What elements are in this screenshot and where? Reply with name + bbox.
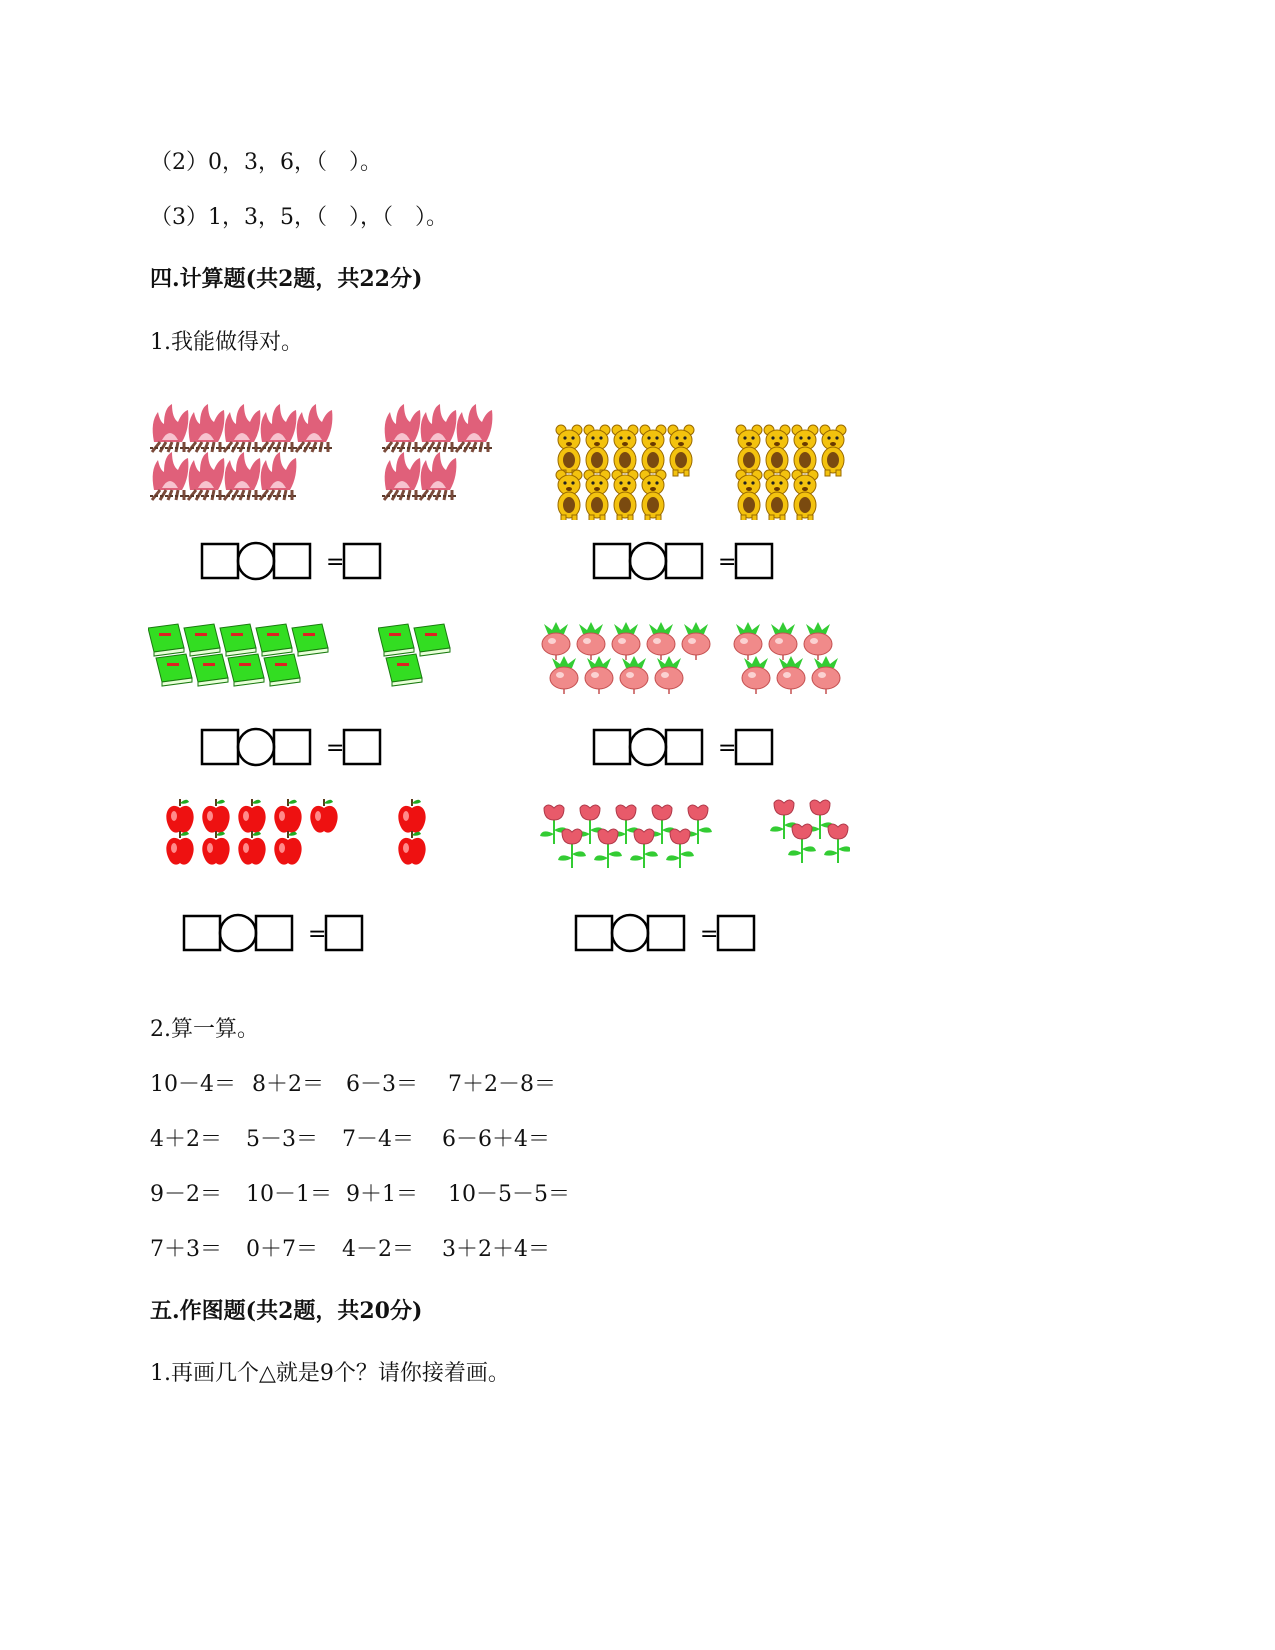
radishe-picture xyxy=(769,622,797,660)
bear-picture xyxy=(736,470,762,520)
calc-row-1 xyxy=(150,1067,750,1097)
drawing-question-prompt: 1.再画几个△就是9个？请你接着画。 xyxy=(150,1361,510,1386)
calc-item: 0＋7＝ xyxy=(246,1237,318,1262)
book-picture xyxy=(184,624,220,656)
calc-item: 8＋2＝ xyxy=(252,1072,324,1097)
radishe-picture xyxy=(812,656,840,694)
calc-item: 5－3＝ xyxy=(246,1127,318,1152)
campfire-picture xyxy=(258,404,298,452)
calc-item: 4＋2＝ xyxy=(150,1127,222,1152)
book-picture xyxy=(292,624,328,656)
answer-box[interactable] xyxy=(736,730,772,764)
number-box[interactable] xyxy=(184,916,220,950)
number-box[interactable] xyxy=(274,730,310,764)
calc-row-2 xyxy=(150,1122,750,1152)
calc-item: 7＋3＝ xyxy=(150,1237,222,1262)
radishe-picture xyxy=(804,622,832,660)
book-picture xyxy=(148,624,184,656)
flower-picture xyxy=(558,829,586,868)
radishe-picture xyxy=(655,656,683,694)
flower-picture xyxy=(788,824,816,863)
equation-blank-1[interactable] xyxy=(200,540,390,582)
campfire-picture xyxy=(418,452,458,500)
bear-picture xyxy=(640,470,666,520)
operator-circle[interactable] xyxy=(612,915,648,951)
calc-item: 6－6＋4＝ xyxy=(442,1127,550,1152)
equals-sign: = xyxy=(326,736,345,761)
number-box[interactable] xyxy=(274,544,310,578)
radishes-left-cluster xyxy=(540,620,730,705)
number-box[interactable] xyxy=(648,916,684,950)
bear-picture xyxy=(820,425,846,476)
radishe-picture xyxy=(542,622,570,660)
bear-picture xyxy=(764,470,790,520)
flowers-left-cluster xyxy=(540,800,725,875)
books-right-cluster xyxy=(378,620,468,690)
bear-picture xyxy=(584,470,610,520)
bear-picture xyxy=(612,425,638,476)
flower-picture xyxy=(594,829,622,868)
apples-left-cluster xyxy=(165,795,350,880)
question-2-prompt: 2.算一算。 xyxy=(150,1017,259,1042)
radishe-picture xyxy=(612,622,640,660)
apples-right-cluster xyxy=(397,795,442,880)
bear-picture xyxy=(736,425,762,476)
bear-picture xyxy=(792,470,818,520)
flowers-right-cluster xyxy=(770,795,850,875)
number-box[interactable] xyxy=(202,730,238,764)
bear-picture xyxy=(792,425,818,476)
campfire-picture xyxy=(150,452,190,500)
number-box[interactable] xyxy=(202,544,238,578)
sequence-item-2: （2）0，3，6，（ ）。 xyxy=(150,150,382,175)
answer-box[interactable] xyxy=(344,730,380,764)
book-picture xyxy=(156,654,192,686)
bear-picture xyxy=(764,425,790,476)
book-picture xyxy=(228,654,264,686)
answer-box[interactable] xyxy=(344,544,380,578)
campfires-right-cluster xyxy=(380,400,500,505)
number-box[interactable] xyxy=(666,730,702,764)
number-box[interactable] xyxy=(576,916,612,950)
radishe-picture xyxy=(777,656,805,694)
radishe-picture xyxy=(682,622,710,660)
answer-box[interactable] xyxy=(718,916,754,950)
answer-box[interactable] xyxy=(326,916,362,950)
number-box[interactable] xyxy=(666,544,702,578)
book-picture xyxy=(378,624,414,656)
radishe-picture xyxy=(620,656,648,694)
equation-blank-5[interactable] xyxy=(182,912,372,954)
apple-picture xyxy=(398,799,425,833)
campfire-picture xyxy=(222,404,262,452)
calc-row-4 xyxy=(150,1232,750,1262)
book-picture xyxy=(220,624,256,656)
section-4-title: 四.计算题(共2题，共22分) xyxy=(150,266,423,292)
radishe-picture xyxy=(742,656,770,694)
books-left-cluster xyxy=(148,620,348,690)
book-picture xyxy=(264,654,300,686)
campfire-picture xyxy=(150,404,190,452)
apple-picture xyxy=(166,831,193,865)
calc-row-3 xyxy=(150,1177,750,1207)
campfire-picture xyxy=(222,452,262,500)
apple-picture xyxy=(238,831,265,865)
bear-picture xyxy=(584,425,610,476)
calc-item: 3＋2＋4＝ xyxy=(442,1237,550,1262)
campfire-picture xyxy=(382,452,422,500)
book-picture xyxy=(192,654,228,686)
number-box[interactable] xyxy=(594,544,630,578)
section-5-title: 五.作图题(共2题，共20分) xyxy=(150,1298,423,1324)
apple-picture xyxy=(202,799,229,833)
book-picture xyxy=(256,624,292,656)
apple-picture xyxy=(166,799,193,833)
equals-sign: = xyxy=(308,922,327,947)
operator-circle[interactable] xyxy=(630,729,666,765)
apple-picture xyxy=(398,831,425,865)
campfire-picture xyxy=(454,404,494,452)
apple-picture xyxy=(274,799,301,833)
campfire-picture xyxy=(294,404,334,452)
operator-circle[interactable] xyxy=(220,915,256,951)
campfire-picture xyxy=(186,404,226,452)
apple-picture xyxy=(202,831,229,865)
radishe-picture xyxy=(550,656,578,694)
number-box[interactable] xyxy=(256,916,292,950)
campfire-picture xyxy=(258,452,298,500)
equals-sign: = xyxy=(700,922,719,947)
book-picture xyxy=(386,654,422,686)
bear-picture xyxy=(556,425,582,476)
operator-circle[interactable] xyxy=(238,729,274,765)
apple-picture xyxy=(310,799,337,833)
book-picture xyxy=(414,624,450,656)
bear-picture xyxy=(556,470,582,520)
apple-picture xyxy=(274,831,301,865)
bears-right-cluster xyxy=(735,420,855,520)
apple-picture xyxy=(238,799,265,833)
bear-picture xyxy=(612,470,638,520)
sequence-item-3: （3）1，3，5，（ ），（ ）。 xyxy=(150,205,448,230)
calc-item: 7＋2－8＝ xyxy=(448,1072,556,1097)
bear-picture xyxy=(640,425,666,476)
equation-blank-2[interactable] xyxy=(592,540,782,582)
bear-picture xyxy=(668,425,694,476)
calc-item: 4－2＝ xyxy=(342,1237,414,1262)
number-box[interactable] xyxy=(594,730,630,764)
campfire-picture xyxy=(418,404,458,452)
calc-item: 10－1＝ xyxy=(246,1182,332,1207)
radishe-picture xyxy=(585,656,613,694)
equals-sign: = xyxy=(718,736,737,761)
answer-box[interactable] xyxy=(736,544,772,578)
bears-left-cluster xyxy=(555,420,705,520)
equation-blank-3[interactable] xyxy=(200,726,390,768)
equation-blank-6[interactable] xyxy=(574,912,764,954)
radishe-picture xyxy=(734,622,762,660)
campfires-left-cluster xyxy=(148,400,348,505)
calc-item: 9＋1＝ xyxy=(346,1182,418,1207)
campfire-picture xyxy=(382,404,422,452)
calc-item: 9－2＝ xyxy=(150,1182,222,1207)
question-1-prompt: 1.我能做得对。 xyxy=(150,330,303,355)
calc-item: 7－4＝ xyxy=(342,1127,414,1152)
equals-sign: = xyxy=(718,550,737,575)
radishe-picture xyxy=(577,622,605,660)
flower-picture xyxy=(630,829,658,868)
radishe-picture xyxy=(647,622,675,660)
campfire-picture xyxy=(186,452,226,500)
calc-item: 10－5－5＝ xyxy=(448,1182,570,1207)
calc-item: 10－4＝ xyxy=(150,1072,236,1097)
radishes-right-cluster xyxy=(732,620,862,705)
equation-blank-4[interactable] xyxy=(592,726,782,768)
operator-circle[interactable] xyxy=(630,543,666,579)
flower-picture xyxy=(824,824,850,863)
operator-circle[interactable] xyxy=(238,543,274,579)
equals-sign: = xyxy=(326,550,345,575)
flower-picture xyxy=(666,829,694,868)
calc-item: 6－3＝ xyxy=(346,1072,418,1097)
